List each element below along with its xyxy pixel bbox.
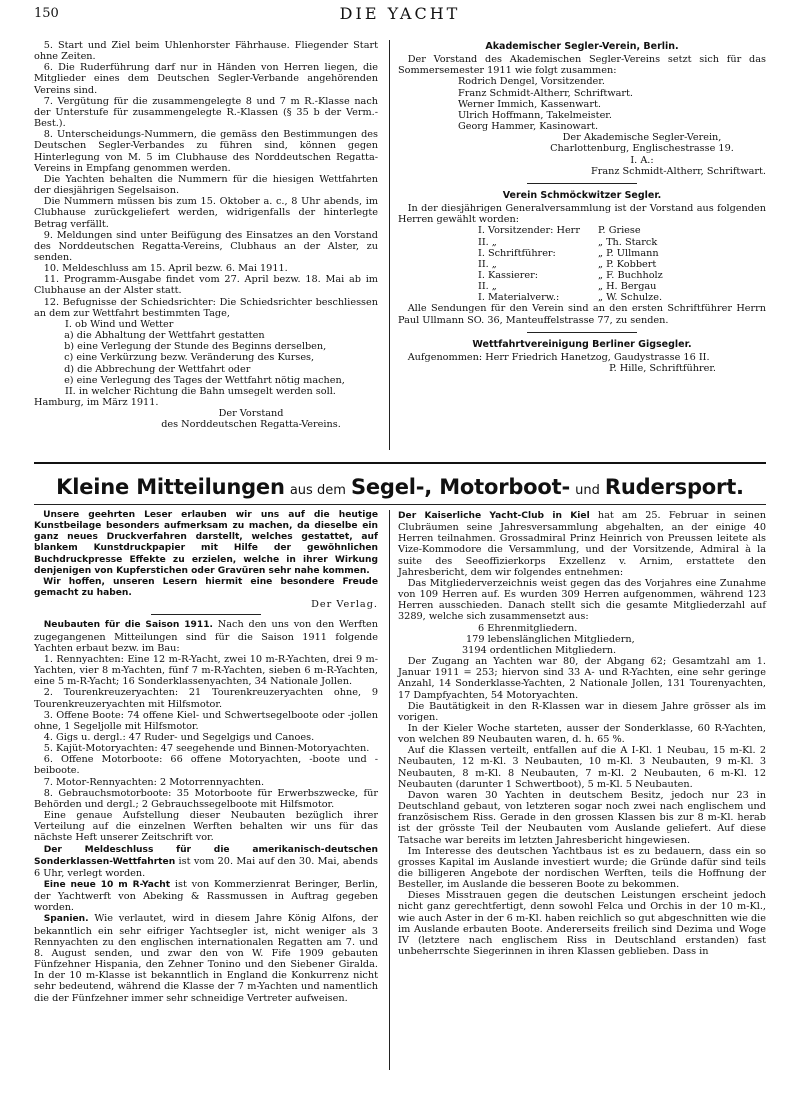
list-item: a) die Abhaltung der Wettfahrt gestatten xyxy=(64,330,265,342)
item-text: Nach den uns von den Werften zugegangenen Mitteilungen sind für die Saison 1911 folgende Yachten erbaut bezw. im Bau: xyxy=(34,619,378,654)
member-entry: Ulrich Hoffmann, Takelmeister. xyxy=(458,109,612,121)
paragraph: Aufgenommen: Herr Friedrich Hanetzog, Gaudystrasse 16 II. xyxy=(407,351,710,363)
item-text: Wie verlautet, wird in diesem Jahre König Alfons, der bekanntlich ein sehr eifriger Yachtsegler ist, nicht weniger als 3 Rennyachten zu den englischen internationalen Regatten am 7. und 8. August senden, und zwar den von W. Fife 1909 gebauten Fünfzehner Hispania, den Zehner Tonino und den Siebener Giralda. In der 10 m-Klasse ist bekanntlich in England die Konkurrenz nicht sehr bedeutend, während die Klasse der 7 m-Yachten und namentlich die der Fünfzehner immer sehr schneidige Vertreter aufweisen. xyxy=(34,913,378,1004)
board-entry xyxy=(478,292,766,303)
board-role: II. „ xyxy=(478,258,497,270)
signature: Der Akademische Segler-Verein, xyxy=(562,132,722,144)
signature: des Norddeutschen Regatta-Vereins. xyxy=(161,419,341,431)
publisher-note: Unsere geehrten Leser erlauben wir uns auf die heutige Kunstbeilage besonders aufmerksam zu machen, da dieselbe ein ganz neues Druckverfahren darstellt, welches gestattet, auf blankem Kunstdruckpapier mit Hilfe der gewöhnlichen Buchdruckpresse Effekte zu erzielen, welche in ihrer Wirkung denjenigen von Kupferstichen oder Gravüren sehr nahe kommen. xyxy=(34,510,378,576)
board-role: I. Vorsitzender: Herr xyxy=(478,225,580,237)
board-entry xyxy=(478,270,766,281)
board-role: II. „ xyxy=(478,236,497,248)
list-item: 3. Offene Boote: 74 offene Kiel- und Schwertsegelboote oder -jollen ohne, 1 Segeljolle mit Hilfsmotor. xyxy=(34,709,378,732)
banner-word: Segel-, Motorboot- xyxy=(350,475,570,499)
signature: Der Vorstand xyxy=(218,408,284,420)
list-item: c) eine Verkürzung bezw. Veränderung des Kurses, xyxy=(64,352,315,364)
paragraph: Davon waren 30 Yachten in deutschem Besitz, jedoch nur 23 in Deutschland gebaut, von letzteren sogar noch zwei nach englischem und französischem Riss. Gerade in den grossen Klassen bis zur 8 m-Kl. herab ist der grösste Teil der Neubauten vom Auslande geliefert. Auf diese Tatsache war bereits im letzten Jahresbericht hingewiesen. xyxy=(398,789,766,846)
member-entry: Werner Immich, Kassenwart. xyxy=(458,98,601,110)
publisher-signature: Der Verlag. xyxy=(311,599,378,611)
list-item: 8. Gebrauchsmotorboote: 35 Motorboote für Erwerbszwecke, für Behörden und dergl.; 2 Gebrauchssegelboote mit Hilfsmotor. xyxy=(34,787,378,810)
item-label: Neubauten für die Saison 1911. xyxy=(43,620,213,631)
board-list xyxy=(398,225,766,303)
paragraph: 11. Programm-Ausgabe findet vom 27. April bezw. 18. Mai ab im Clubhause an der Alster statt. xyxy=(34,274,378,297)
section-heading: Akademischer Segler-Verein, Berlin. xyxy=(485,41,679,52)
list-item: I. ob Wind und Wetter xyxy=(65,318,174,330)
paragraph: Die Yachten behalten die Nummern für die hiesigen Wettfahrten der diesjährigen Segelsaison. xyxy=(34,173,378,197)
club-news-column xyxy=(398,40,766,374)
paragraph: Der Vorstand des Akademischen Segler-Vereins setzt sich für das Sommersemester 1911 wie folgt zusammen: xyxy=(398,54,766,77)
board-role: II. „ xyxy=(478,281,497,293)
member-entry: Rodrich Dengel, Vorsitzender. xyxy=(458,76,605,88)
paragraph: Alle Sendungen für den Verein sind an den ersten Schriftführer Herrn Paul Ullmann SO. 36, Manteuffelstrasse 77, zu senden. xyxy=(398,303,766,326)
board-member-name: P. Griese xyxy=(598,225,641,237)
paragraph: Die Nummern müssen bis zum 15. Oktober a. c., 8 Uhr abends, im Clubhause zurückgeliefert werden, widrigenfalls der hinterlegte Betrag verfällt. xyxy=(34,196,378,230)
paragraph: 10. Meldeschluss am 15. April bezw. 6. Mai 1911. xyxy=(43,263,288,275)
paragraph: Eine genaue Aufstellung dieser Neubauten bezüglich ihrer Verteilung auf die einzelnen Werften behalten wir uns für das nächste Heft unserer Zeitschrift vor. xyxy=(34,810,378,844)
banner-word: Kleine Mitteilungen xyxy=(56,475,285,499)
board-role: I. Schriftführer: xyxy=(478,247,556,259)
list-item: 2. Tourenkreuzeryachten: 21 Tourenkreuzeryachten ohne, 9 Tourenkreuzeryachten mit Hilfsmotor. xyxy=(34,687,378,710)
paragraph: 9. Meldungen sind unter Beifügung des Einsatzes an den Vorstand des Norddeutschen Regatta-Vereins, Clubhaus an der Alster, zu senden. xyxy=(34,229,378,263)
member-list xyxy=(398,76,766,132)
list-item: 3194 ordentlichen Mitgliedern. xyxy=(462,644,617,656)
short-news-left-column xyxy=(34,510,378,1004)
member-entry: Franz Schmidt-Altherr, Schriftwart. xyxy=(458,87,633,99)
board-member-name: „ W. Schulze. xyxy=(598,292,663,304)
list-item: 5. Kajüt-Motoryachten: 47 seegehende und Binnen-Motoryachten. xyxy=(43,743,370,755)
list-item: 1. Rennyachten: Eine 12 m-R-Yacht, zwei 10 m-R-Yachten, drei 9 m-Yachten, vier 8 m-Yachten, fünf 7 m-R-Yachten, sieben 6 m-R-Yachten, eine 5 m-R-Yacht; 16 Sonderklassenyachten, 34 Nationale Jollen. xyxy=(34,653,378,688)
section-rule xyxy=(34,462,766,464)
page-header xyxy=(34,4,766,26)
paragraph: Das Mitgliederverzeichnis weist gegen das des Vorjahres eine Zunahme von 109 Herren auf. Es wurden 309 Herren aufgenommen, während 123 Herren ausschieden. Danach stellt sich die gesamte Mitgliederzahl auf 3289, welche sich zusammensetzt aus: xyxy=(398,577,766,623)
list-item: d) die Abbrechung der Wettfahrt oder xyxy=(64,363,251,375)
item-text: ist von Kommerzienrat Beringer, Berlin, der Yachtwerft von Abeking & Rassmussen in Auftrag gegeben worden. xyxy=(34,879,378,914)
paragraph: 6. Die Ruderführung darf nur in Händen von Herren liegen, die Mitglieder eines dem Deutschen Segler-Verbande angehörenden Vereins sind. xyxy=(34,62,378,96)
paragraph: 7. Vergütung für die zusammengelegte 8 und 7 m R.-Klasse nach der Unterstufe für zusammengelegte R.-Klassen (§ 35 b der Verm.-Best.). xyxy=(34,95,378,130)
section-rule xyxy=(34,504,766,505)
list-item: 7. Motor-Rennyachten: 2 Motorrennyachten. xyxy=(43,776,265,788)
separator-rule xyxy=(151,614,261,615)
paragraph: In der diesjährigen Generalversammlung ist der Vorstand aus folgenden Herren gewählt worden: xyxy=(398,203,766,226)
list-item: 4. Gigs u. dergl.: 47 Ruder- und Segelgigs und Canoes. xyxy=(43,731,315,743)
paragraph: In der Kieler Woche starteten, ausser der Sonderklasse, 60 R-Yachten, von welchen 89 Neubauten waren, d. h. 65 %. xyxy=(398,722,766,746)
list-item: 6 Ehrenmitgliedern. xyxy=(478,622,578,634)
list-item: 179 lebenslänglichen Mitgliedern, xyxy=(466,633,635,645)
signature: Franz Schmidt-Altherr, Schriftwart. xyxy=(591,165,766,177)
item-text: hat am 25. Februar in seinen Clubräumen seine Jahresversammlung abgehalten, an der einige 40 Herren teilnahmen. Grossadmiral Prinz Heinrich von Preussen leitete als Vize-Kommodore die Versammlung, und der Vorsitzende, Admiral à la suite des Seeoffizierkorps Exzellenz v. Arnim, erstattete den Jahresbericht, dem wir folgendes entnehmen: xyxy=(398,510,766,578)
board-entry xyxy=(478,237,766,248)
board-member-name: „ H. Bergau xyxy=(598,281,657,293)
item-label: Spanien. xyxy=(43,914,89,925)
separator-rule xyxy=(527,332,637,333)
item-label: Eine neue 10 m R-Yacht xyxy=(43,880,171,890)
signature: Charlottenburg, Englischestrasse 19. xyxy=(550,143,734,155)
board-member-name: „ F. Buchholz xyxy=(598,269,663,281)
list-item: b) eine Verlegung der Stunde des Beginns derselben, xyxy=(64,341,327,353)
banner-word: Rudersport. xyxy=(604,475,744,499)
board-entry xyxy=(478,259,766,270)
board-entry xyxy=(478,225,766,236)
banner-word: und xyxy=(575,483,600,498)
list-item: II. in welcher Richtung die Bahn umsegelt werden soll. xyxy=(65,385,336,397)
section-heading: Verein Schmöckwitzer Segler. xyxy=(502,189,662,201)
paragraph: 12. Befugnisse der Schiedsrichter: Die Schiedsrichter beschliessen an dem zur Wettfahrt bestimmten Tage, xyxy=(34,296,378,319)
short-news-right-column xyxy=(398,510,766,957)
column-rule xyxy=(389,40,390,450)
publisher-note: Wir hoffen, unseren Lesern hiermit eine besondere Freude gemacht zu haben. xyxy=(34,576,378,599)
banner-word: aus dem xyxy=(289,483,346,498)
paragraph: Dieses Misstrauen gegen die deutschen Leistungen erscheint jedoch nicht ganz gerechtfertigt, denn sowohl Felca und Orchis in der 10 m-Kl., wie auch Aster in der 6 m-Kl. haben reichlich so gut abgeschnitten wie die im Auslande erbauten Boote. Andererseits freilich sind Dezima und Woge IV (letztere nach englischem Riss in Deutschland erstanden) fast unbeherrschte Siegerinnen in ihren Klassen geblieben. Dass in xyxy=(398,890,766,958)
board-entry xyxy=(478,248,766,259)
item-label: Der Kaiserliche Yacht-Club in Kiel xyxy=(398,511,590,521)
signature: P. Hille, Schriftführer. xyxy=(609,363,716,375)
list-item: e) eine Verlegung des Tages der Wettfahrt nötig machen, xyxy=(64,374,345,386)
member-entry: Georg Hammer, Kasinowart. xyxy=(458,121,599,133)
section-heading: Wettfahrtvereinigung Berliner Gigsegler. xyxy=(472,338,692,350)
signature: I. A.: xyxy=(630,154,654,166)
dateline: Hamburg, im März 1911. xyxy=(34,397,159,408)
paragraph: 8. Unterscheidungs-Nummern, die gemäss den Bestimmungen des Deutschen Segler-Verbandes zu führen sind, können gegen Hinterlegung von M. 5 im Clubhause des Norddeutschen Regatta-Vereins in Empfang genommen werden. xyxy=(34,129,378,174)
separator-rule xyxy=(527,183,637,184)
paragraph: 5. Start und Ziel beim Uhlenhorster Fährhause. Fliegender Start ohne Zeiten. xyxy=(34,40,378,63)
column-rule xyxy=(389,510,390,1070)
list-item: 6. Offene Motorboote: 66 offene Motoryachten, -boote und -beiboote. xyxy=(34,754,378,777)
board-role: I. Kassierer: xyxy=(478,269,539,281)
board-member-name: „ P. Kobbert xyxy=(598,258,657,270)
paragraph: Im Interesse des deutschen Yachtbaus ist es zu bedauern, dass ein so grosses Kapital im Auslande investiert wurde; die Gründe dafür sind teils die billigeren Angebote der nordischen Werften, teils die Hoffnung der Besteller, im Auslande die besseren Boote zu bekommen. xyxy=(398,845,766,891)
board-role: I. Materialverw.: xyxy=(478,292,560,304)
board-entry xyxy=(478,281,766,292)
item-text: ist vom 20. Mai auf den 30. Mai, abends 6 Uhr, verlegt worden. xyxy=(34,855,378,879)
paragraph: Die Bautätigkeit in den R-Klassen war in diesem Jahre grösser als im vorigen. xyxy=(398,700,766,723)
board-member-name: „ Th. Starck xyxy=(598,236,658,248)
journal-title: DIE YACHT xyxy=(339,4,461,23)
page-number: 150 xyxy=(34,6,59,21)
board-member-name: „ P. Ullmann xyxy=(598,247,659,259)
regatta-conditions-column xyxy=(34,40,378,430)
item-label: Der Meldeschluss für die amerikanisch-deutschen Sonderklassen-Wettfahrten xyxy=(34,844,378,867)
paragraph: Der Zugang an Yachten war 80, der Abgang 62; Gesamtzahl am 1. Januar 1911 = 253; hiervon sind 33 A- und R-Yachten, eine sehr geringe Anzahl, 14 Sonderklasse-Yachten, 2 Nationale Jollen, 131 Tourenyachten, 17 Dampfyachten, 54 Motoryachten. xyxy=(398,656,766,701)
paragraph: Auf die Klassen verteilt, entfallen auf die A I-Kl. 1 Neubau, 15 m-Kl. 2 Neubauten, 12 m-Kl. 3 Neubauten, 10 m-Kl. 3 Neubauten, 9 m-Kl. 3 Neubauten, 8 m-Kl. 8 Neubauten, 7 m-Kl. 2 Neubauten, 6 m-Kl. 12 Neubauten (darunter 1 Schwertboot), 5 m-Kl. 5 Neubauten. xyxy=(398,745,766,790)
section-banner xyxy=(34,475,766,505)
